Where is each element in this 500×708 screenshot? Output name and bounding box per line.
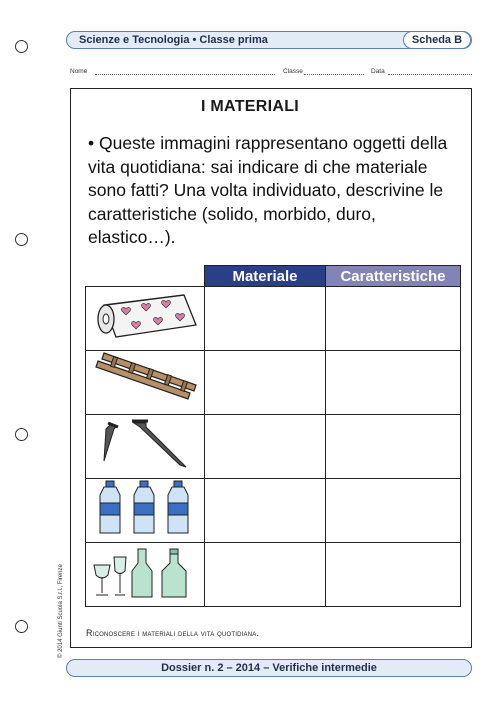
header-caratteristiche: Caratteristiche	[326, 266, 461, 287]
answer-cell[interactable]	[205, 479, 326, 543]
binder-hole	[15, 40, 28, 53]
answer-cell[interactable]	[326, 351, 461, 415]
nails-icon	[86, 415, 205, 479]
table-row	[86, 479, 461, 543]
header-bar	[66, 31, 472, 49]
fabric-roll-icon	[86, 287, 205, 351]
binder-hole	[15, 620, 28, 633]
answer-cell[interactable]	[326, 543, 461, 607]
copyright-text: © 2014 Giunti Scuola S.r.l., Firenze	[58, 564, 64, 658]
date-field[interactable]	[388, 74, 472, 75]
table-row	[86, 415, 461, 479]
answer-cell[interactable]	[205, 287, 326, 351]
sheet-label: Scheda B	[403, 31, 471, 49]
header-materiale: Materiale	[205, 266, 326, 287]
materials-table	[85, 265, 461, 607]
class-field[interactable]	[304, 74, 364, 75]
wooden-ladder-icon	[86, 351, 205, 415]
table-row	[86, 287, 461, 351]
answer-cell[interactable]	[326, 479, 461, 543]
subject-label: Scienze e Tecnologia • Classe prima	[79, 34, 268, 46]
page-title: I MATERIALI	[200, 98, 300, 115]
binder-hole	[15, 233, 28, 246]
answer-cell[interactable]	[326, 287, 461, 351]
objective-note: Riconoscere i materiali della vita quotidiana.	[86, 628, 260, 638]
binder-hole	[15, 428, 28, 441]
table-row	[86, 351, 461, 415]
table-row	[86, 543, 461, 607]
name-field[interactable]	[95, 74, 275, 75]
class-label: Classe	[283, 68, 303, 75]
name-label: Nome	[70, 68, 88, 75]
footer-bar: Dossier n. 2 – 2014 – Verifiche intermedie	[66, 659, 472, 677]
plastic-bottles-icon	[86, 479, 205, 543]
answer-cell[interactable]	[205, 415, 326, 479]
question-text: • Queste immagini rappresentano oggetti della vita quotidiana: sai indicare di che materiale sono fatti? Una volta individuato, descrivine le caratteristiche (solido, morbido, duro, elastico…).	[88, 133, 448, 247]
glass-bottles-icon	[86, 543, 205, 607]
answer-cell[interactable]	[205, 351, 326, 415]
answer-cell[interactable]	[205, 543, 326, 607]
date-label: Data	[371, 68, 385, 75]
answer-cell[interactable]	[326, 415, 461, 479]
